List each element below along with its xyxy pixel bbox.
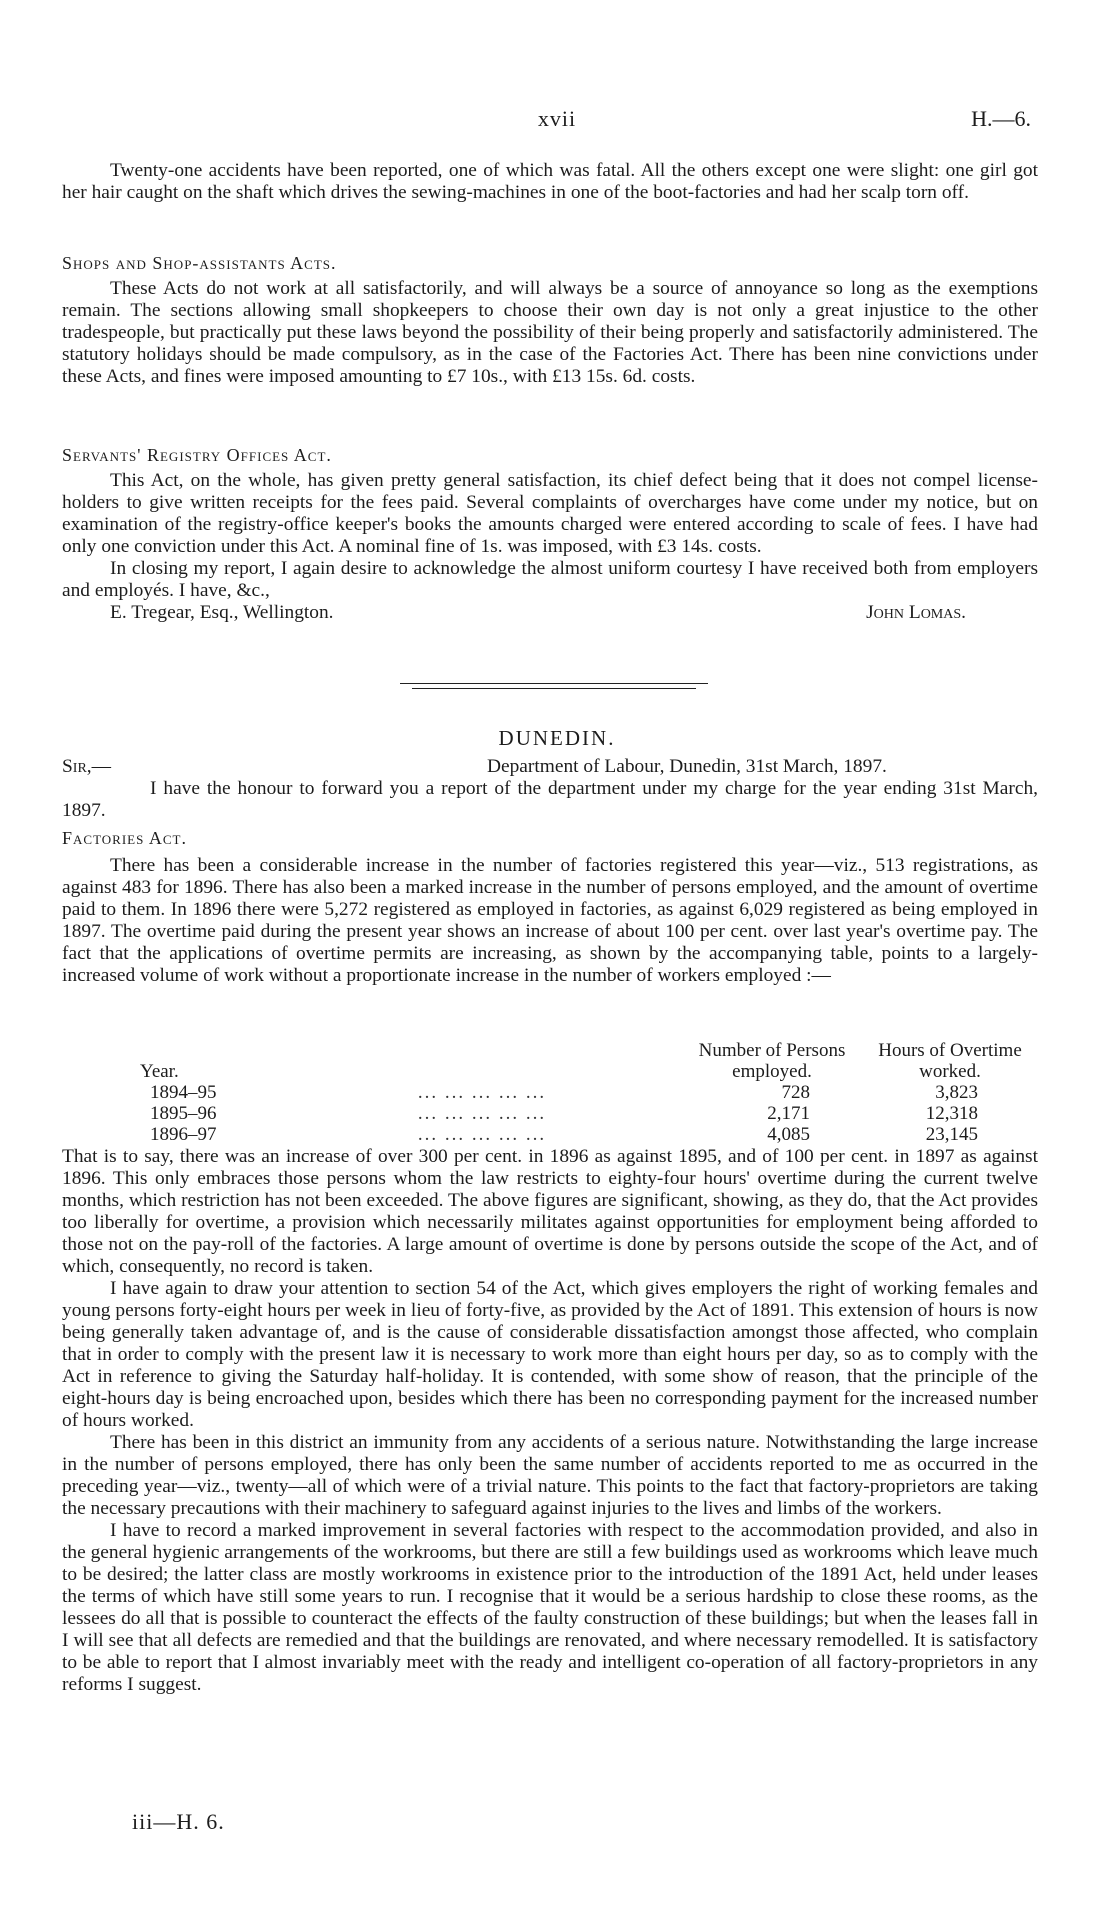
city-heading: DUNEDIN. — [498, 726, 616, 750]
row-year: 1894–95 — [150, 1082, 217, 1103]
accidents-paragraph: Twenty-one accidents have been reported, one of which was fatal. All the others except one were slight: one girl got her hair caught on the shaft which drives the sewing-machines in one of the boot-factories and had her scalp torn off. — [62, 160, 1038, 203]
servants-registry-heading: Servants' Registry Offices Act. — [62, 445, 332, 465]
accidents-section — [62, 160, 1038, 204]
row-persons: 728 — [781, 1082, 810, 1103]
col-year-header: Year. — [140, 1061, 179, 1082]
shops-paragraph: These Acts do not work at all satisfactorily, and will always be a source of annoyance so long as the exemptions remain. The sections allowing small shopkeepers to choose their own day is not only a great injustice to the other tradespeople, but practically put these laws beyond the possibility of their being properly and satisfactorily administered. The statutory holidays should be made compulsory, as in the case of the Factories Act. There has been nine convictions under these Acts, and fines were imposed amounting to £7 10s., with £13 15s. 6d. costs. — [62, 278, 1038, 387]
leader-dots: ... ... ... ... ... — [417, 1124, 547, 1145]
section-divider-top — [400, 683, 708, 684]
row-year: 1896–97 — [150, 1124, 217, 1145]
increase-paragraph: That is to say, there was an increase of over 300 per cent. in 1896 as against 1895, and of 100 per cent. in 1897 as against 1896. This only embraces those persons whom the law restricts to eighty-four hours' overtime during the current twelve months, which restriction has not been exceeded. The above figures are significant, showing, as they do, that the Act provides too liberally for overtime, a provision which necessarily militates against opportunities for employment being afforded to those not on the pay-roll of the factories. A large amount of overtime is done by persons outside the scope of the Act, and of which, consequently, no record is taken. — [62, 1146, 1038, 1277]
closing-paragraph: In closing my report, I again desire to acknowledge the almost uniform courtesy I have received both from employers and employés. I have, &c., — [62, 558, 1038, 601]
row-persons: 4,085 — [767, 1124, 810, 1145]
signature-lomas: John Lomas. — [866, 602, 966, 623]
salutation: Sir,— — [62, 756, 112, 777]
dunedin-section — [62, 778, 1038, 987]
table-row — [62, 1124, 1038, 1145]
page-number: xvii — [537, 106, 577, 131]
row-hours: 23,145 — [925, 1124, 978, 1145]
leader-dots: ... ... ... ... ... — [417, 1103, 547, 1124]
section-divider-bottom — [412, 688, 696, 689]
row-persons: 2,171 — [767, 1103, 810, 1124]
row-year: 1895–96 — [150, 1103, 217, 1124]
shops-heading: Shops and Shop-assistants Acts. — [62, 253, 337, 273]
factories-heading: Factories Act. — [62, 828, 187, 848]
dateline: Department of Labour, Dunedin, 31st March, 1897. — [487, 756, 887, 777]
row-hours: 12,318 — [925, 1103, 978, 1124]
col-persons-header: Number of Persons employed. — [698, 1040, 846, 1082]
section-54-paragraph: I have again to draw your attention to section 54 of the Act, which gives employers the right of working females and young persons forty-eight hours per week in lieu of forty-five, as provided by the Act of 1891. This extension of hours is now being generally taken advantage of, and is the cause of considerable dissatisfaction amongst those affected, who complain that in order to comply with the present law it is necessary to work more than eight hours per day, so as to comply with the Act in reference to giving the Saturday half-holiday. It is contended, with some show of reason, that the principle of the eight-hours day is being encroached upon, besides which there has been no corresponding payment for the increased number of hours worked. — [62, 1278, 1038, 1431]
document-reference: H.—6. — [971, 106, 1031, 131]
accidents-immunity-paragraph: There has been in this district an immunity from any accidents of a serious nature. Notwithstanding the large increase in the number of persons employed, there has only been the same number of accidents reported to me as occurred in the preceding year—viz., twenty—all of which were of a trivial nature. This points to the fact that factory-proprietors are taking the necessary precautions with their machinery to safeguard against injuries to the lives and limbs of the workers. — [62, 1432, 1038, 1519]
post-table-section — [62, 1146, 1038, 1696]
intro-paragraph: I have the honour to forward you a report of the department under my charge for the year ending 31st March, 1897. — [62, 778, 1038, 821]
factories-paragraph: There has been a considerable increase in the number of factories registered this year—viz., 513 registrations, as against 483 for 1896. There has also been a marked increase in the number of persons employed, and the amount of overtime paid to them. In 1896 there were 5,272 registered as employed in factories, as against 6,029 registered as being employed in 1897. The overtime paid during the present year shows an increase of about 100 per cent. over last year's overtime pay. The fact that the applications of overtime permits are increasing, as shown by the accompanying table, points to a largely-increased volume of work without a proportionate increase in the number of workers employed :— — [62, 855, 1038, 986]
row-hours: 3,823 — [935, 1082, 978, 1103]
servants-paragraph: This Act, on the whole, has given pretty general satisfaction, its chief defect being that it does not compel license-holders to give written receipts for the fees paid. Several complaints of overcharges have come under my notice, but on examination of the registry-office keeper's books the amounts charged were entered according to scale of fees. I have had only one conviction under this Act. A nominal fine of 1s. was imposed, with £3 14s. costs. — [62, 470, 1038, 557]
improvements-paragraph: I have to record a marked improvement in several factories with respect to the accommodation provided, and also in the general hygienic arrangements of the workrooms, but there are still a few buildings used as workrooms which leave much to be desired; the latter class are mostly workrooms in existence prior to the introduction of the 1891 Act, held under leases the terms of which have still some years to run. I recognise that it would be a serious hardship to close these rooms, as the lessees do all that is possible to counteract the effects of the faulty construction of these buildings; but when the leases fall in I will see that all defects are remedied and that the buildings are renovated, and where necessary remodelled. It is satisfactory to be able to report that I almost invariably meet with the ready and intelligent co-operation of all factory-proprietors in any reforms I suggest. — [62, 1520, 1038, 1695]
servants-section — [62, 444, 1038, 624]
table-row — [62, 1103, 1038, 1124]
shops-section — [62, 252, 1038, 388]
overtime-table — [62, 1040, 1038, 1145]
leader-dots: ... ... ... ... ... — [417, 1082, 547, 1103]
table-row — [62, 1082, 1038, 1103]
signature-mark: iii—H. 6. — [132, 1809, 225, 1834]
signature-row — [62, 602, 1038, 624]
table-header-row — [62, 1040, 1038, 1082]
col-hours-header: Hours of Overtime worked. — [878, 1040, 1022, 1082]
addressee: E. Tregear, Esq., Wellington. — [110, 602, 334, 623]
